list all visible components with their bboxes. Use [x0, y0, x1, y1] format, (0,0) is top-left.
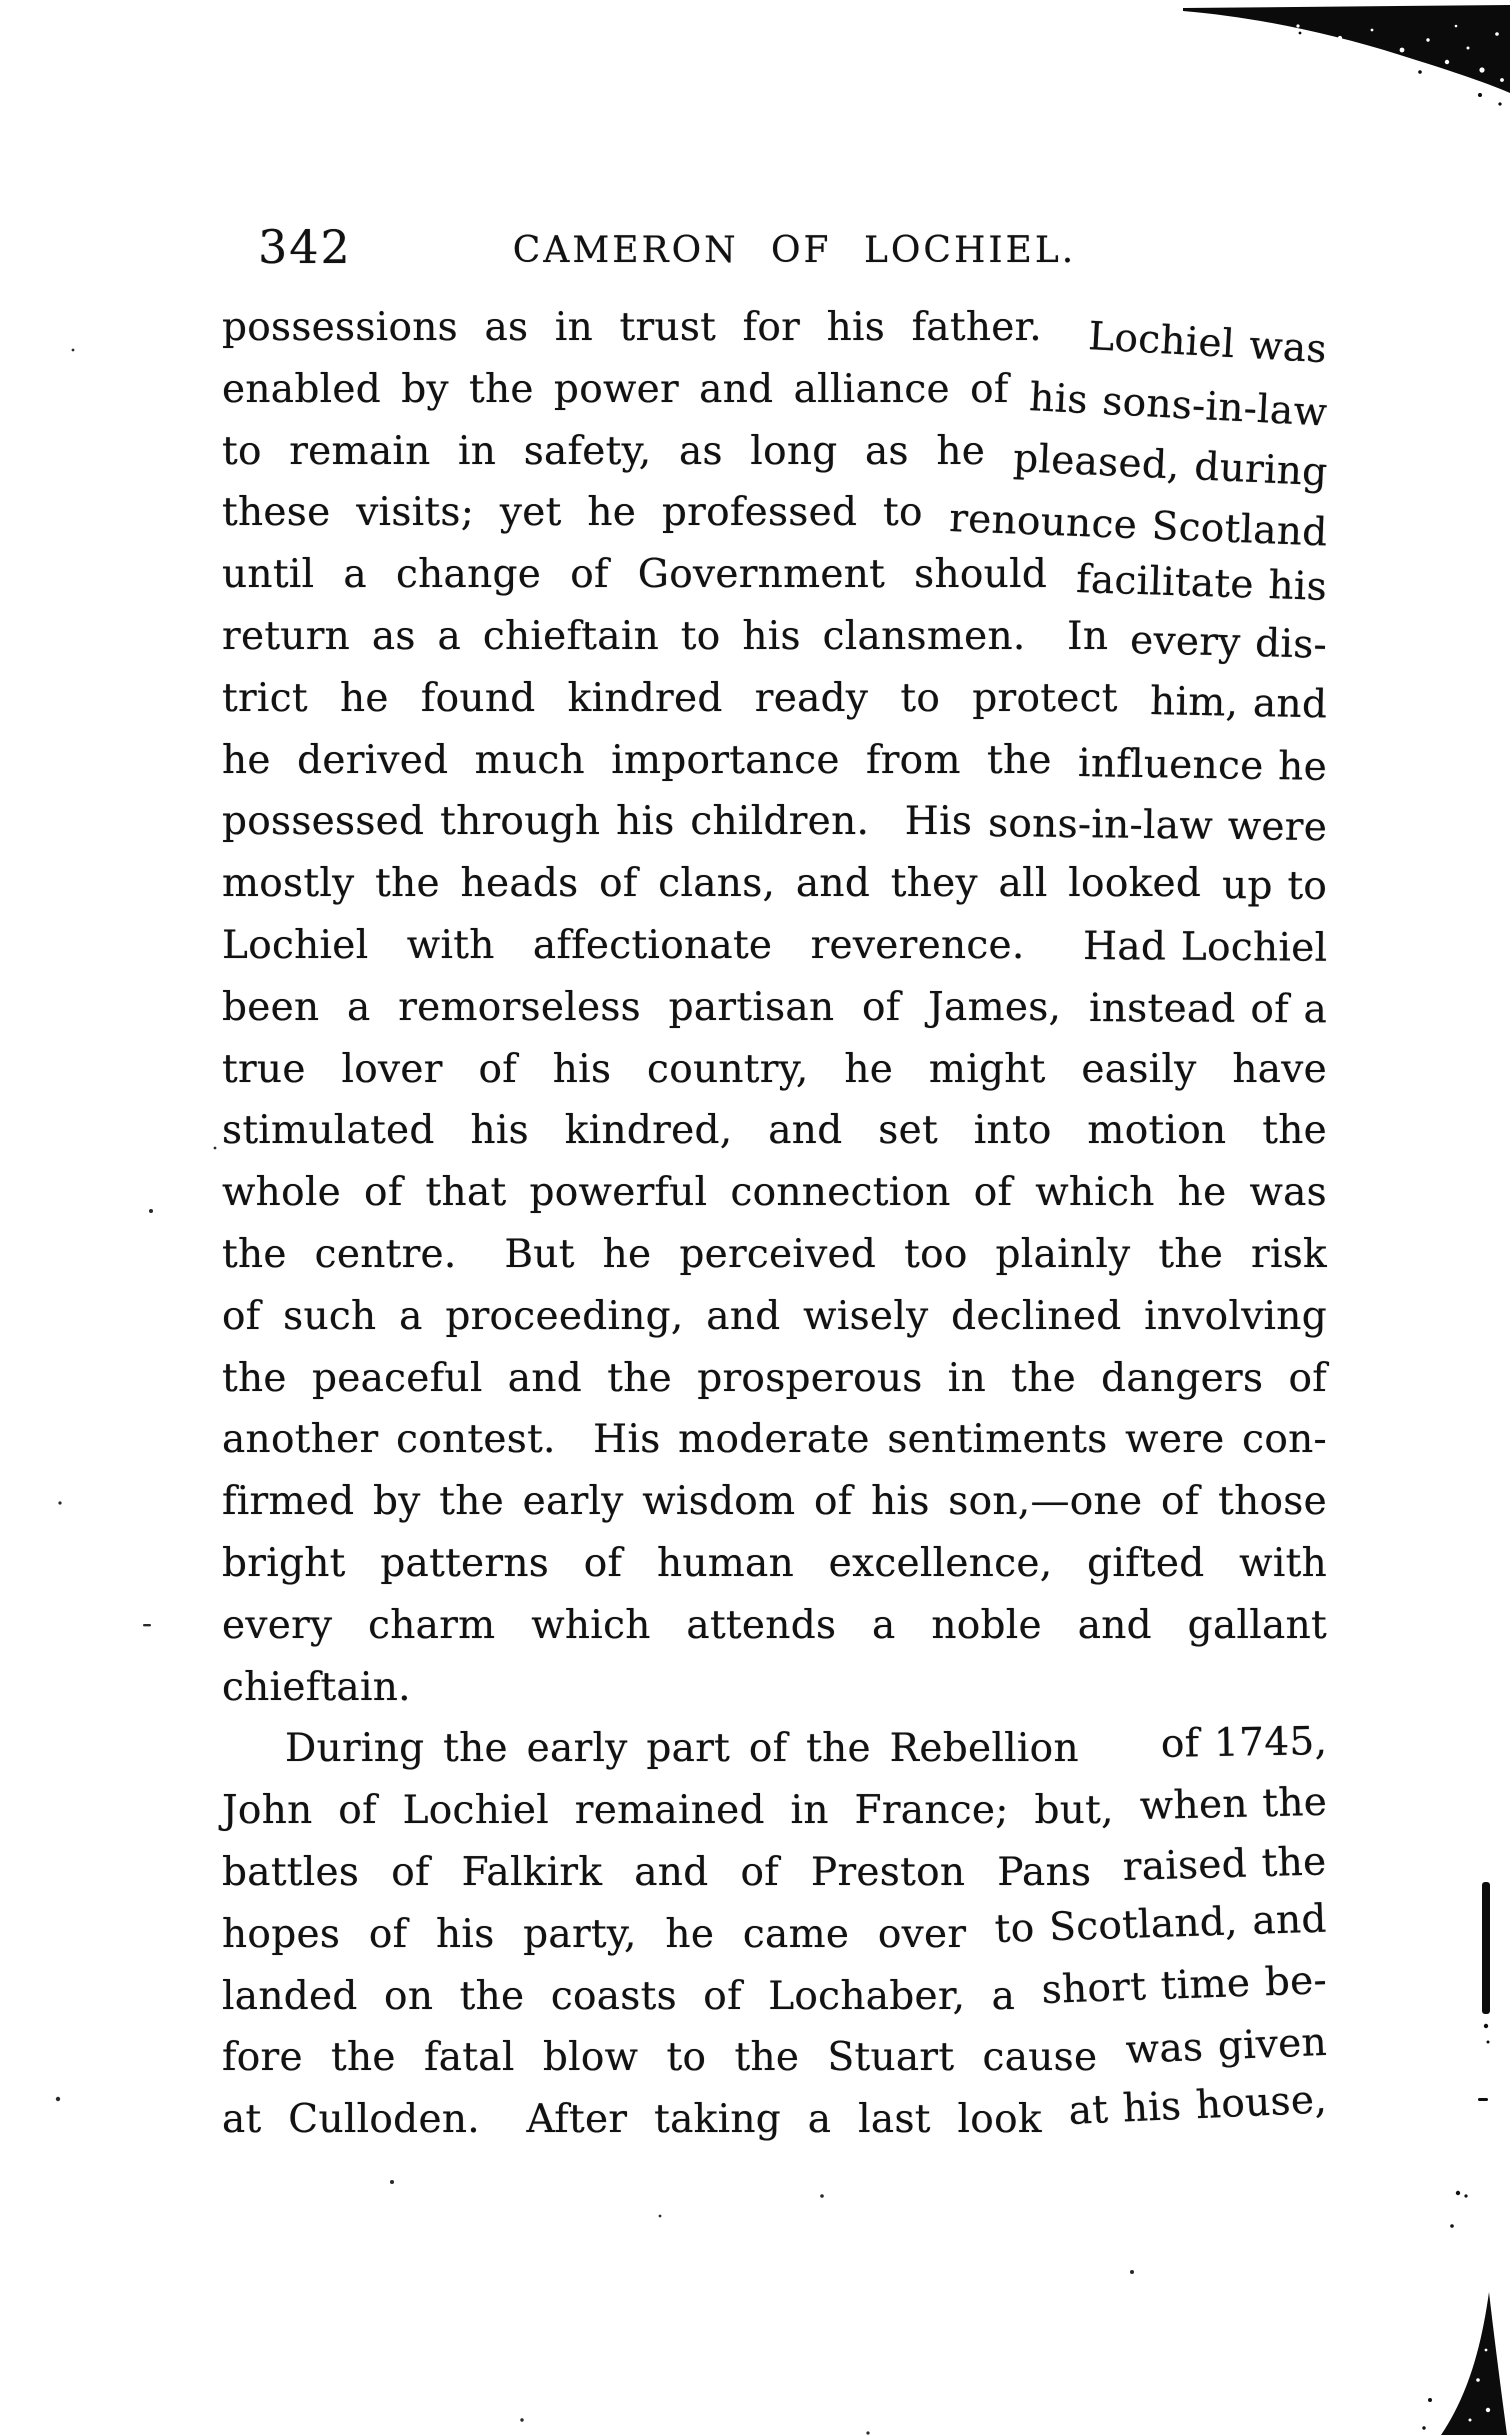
text-line-tail: every dis-: [1129, 617, 1328, 668]
text-line-tail: sons-in-law were: [987, 801, 1328, 851]
text-line-tail: instead of a: [1088, 985, 1328, 1033]
text-line: true lover of his country, he might easily have: [222, 1046, 1327, 1092]
text-line-tail: him, and: [1149, 678, 1328, 728]
text-line-tail: short time be-: [1040, 1957, 1328, 2013]
text-line: Lochiel with affectionate reverence. Had Lochiel: [222, 922, 1328, 971]
text-line: return as a chieftain to his clansmen. In every dis-: [222, 613, 1328, 668]
text-line-tail: was given: [1124, 2020, 1328, 2074]
text-line: chieftain.: [222, 1664, 411, 1710]
text-line-tail: Had Lochiel: [1082, 923, 1328, 971]
text-line: hopes of his party, he came over to Scotland, and: [222, 1896, 1328, 1957]
text-line: the peaceful and the prosperous in the dangers of: [222, 1355, 1327, 1401]
text-line: every charm which attends a noble and gallant: [222, 1602, 1327, 1648]
page-number: 342: [258, 220, 352, 274]
text-line: During the early part of the Rebellion of 1745,: [285, 1719, 1328, 1772]
text-line: possessions as in trust for his father. Lochiel was: [222, 305, 1329, 373]
text-line: trict he found kindred ready to protect him, and: [222, 675, 1328, 728]
text-line: firmed by the early wisdom of his son,—one of those: [222, 1479, 1327, 1525]
text-line-tail: pleased, during: [1011, 435, 1329, 495]
text-line: the centre. But he perceived too plainly the risk: [222, 1231, 1327, 1277]
text-line-tail: renounce Scotland: [947, 496, 1328, 556]
text-line: to remain in safety, as long as he pleased, during: [222, 428, 1329, 495]
scan-artifact-top-right-wedge: [1183, 5, 1510, 106]
text-line: bright patterns of human excellence, gifted with: [222, 1540, 1327, 1586]
running-title: CAMERON OF LOCHIEL.: [512, 230, 1077, 271]
text-line-tail: his sons-in-law: [1028, 374, 1329, 436]
scan-artifact-right-bar: [1478, 1882, 1490, 2101]
text-line: at Culloden. After taking a last look at his house,: [222, 2077, 1328, 2143]
text-line-tail: Lochiel was: [1087, 314, 1329, 373]
text-line: of such a proceeding, and wisely declined involving: [222, 1293, 1327, 1339]
text-line: John of Lochiel remained in France; but, when the: [222, 1779, 1328, 1834]
text-block: [222, 297, 1327, 2151]
text-line-tail: of 1745,: [1160, 1719, 1328, 1768]
text-line-tail: influence he: [1077, 740, 1328, 790]
text-line-tail: to Scotland, and: [994, 1896, 1328, 1952]
text-line: been a remorseless partisan of James, instead of a: [222, 984, 1328, 1033]
text-line-tail: facilitate his: [1075, 557, 1328, 611]
text-line: battles of Falkirk and of Preston Pans raised the: [222, 1839, 1328, 1895]
text-line: mostly the heads of clans, and they all looked up to: [222, 861, 1328, 910]
text-line-tail: up to: [1221, 863, 1328, 910]
text-line: until a change of Government should facilitate his: [222, 552, 1328, 611]
text-line: stimulated his kindred, and set into motion the: [222, 1108, 1327, 1154]
text-line: fore the fatal blow to the Stuart cause was given: [222, 2020, 1328, 2081]
text-line-tail: at his house,: [1067, 2077, 1328, 2135]
text-line-tail: when the: [1138, 1779, 1328, 1830]
scan-artifact-bottom-right-smudge: [1422, 2191, 1507, 2435]
text-line: these visits; yet he professed to renounce Scotland: [222, 490, 1328, 556]
text-line: another contest. His moderate sentiments were con-: [222, 1417, 1327, 1463]
text-line: possessed through his children. His sons-in-law were: [222, 799, 1328, 851]
text-line: he derived much importance from the influence he: [222, 737, 1328, 790]
text-line-tail: raised the: [1122, 1839, 1328, 1890]
text-line: whole of that powerful connection of which he was: [222, 1170, 1327, 1216]
text-line: landed on the coasts of Lochaber, a short time be-: [222, 1957, 1328, 2019]
text-line: enabled by the power and alliance of his sons-in-law: [222, 366, 1329, 436]
